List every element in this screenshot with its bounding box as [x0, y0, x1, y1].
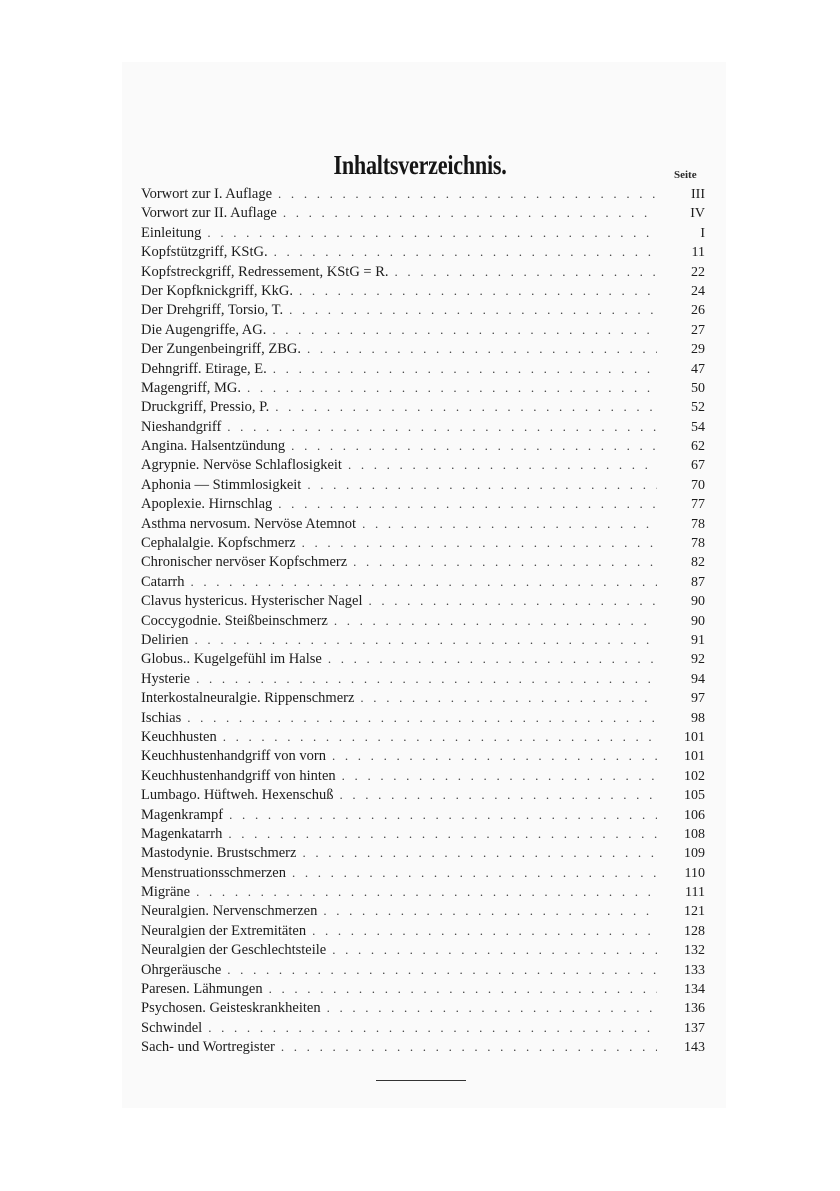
entry-title: Kopfstreckgriff, Redressement, KStG = R. — [141, 263, 389, 280]
dot-leader — [332, 746, 657, 765]
closing-rule — [376, 1080, 466, 1081]
dot-leader — [272, 320, 657, 339]
toc-entry — [141, 300, 705, 319]
dot-leader — [353, 552, 657, 571]
dot-leader — [332, 940, 657, 959]
entry-page-number: 54 — [691, 419, 705, 435]
toc-entry — [141, 669, 705, 688]
entry-page-number: 77 — [691, 497, 705, 513]
toc-entry — [141, 824, 705, 843]
entry-page-number: 106 — [684, 807, 705, 823]
entry-page-number: IV — [690, 206, 705, 222]
toc-entry — [141, 242, 705, 261]
entry-page-number: 29 — [691, 342, 705, 358]
entry-page-number: 92 — [691, 652, 705, 668]
dot-leader — [307, 339, 657, 358]
toc-entry — [141, 882, 705, 901]
entry-title: Chronischer nervöser Kopfschmerz — [141, 554, 348, 571]
entry-page-number: 27 — [691, 322, 705, 338]
dot-leader — [323, 901, 657, 920]
entry-title: Interkostalneuralgie. Rippenschmerz — [141, 690, 355, 707]
entry-title: Vorwort zur II. Auflage — [141, 205, 277, 222]
entry-title: Der Zungenbeingriff, ZBG. — [141, 341, 301, 358]
entry-page-number: 90 — [691, 613, 705, 629]
dot-leader — [289, 300, 657, 319]
entry-page-number: 143 — [684, 1040, 705, 1056]
entry-title: Magenkrampf — [141, 806, 224, 823]
entry-page-number: 97 — [691, 691, 705, 707]
dot-leader — [360, 688, 657, 707]
entry-page-number: III — [691, 187, 705, 202]
toc-entry — [141, 591, 705, 610]
dot-leader — [307, 475, 657, 494]
entry-page-number: 108 — [684, 826, 705, 842]
toc-entry — [141, 805, 705, 824]
dot-leader — [292, 863, 657, 882]
entry-page-number: 78 — [691, 516, 705, 532]
entry-title: Migräne — [141, 884, 191, 901]
toc-entry — [141, 921, 705, 940]
entry-title: Magenkatarrh — [141, 825, 223, 842]
entry-page-number: 87 — [691, 574, 705, 590]
toc-entry — [141, 766, 705, 785]
dot-leader — [368, 591, 657, 610]
toc-entry — [141, 339, 705, 358]
toc-entry — [141, 843, 705, 862]
dot-leader — [395, 262, 657, 281]
entry-page-number: 98 — [691, 710, 705, 726]
entry-title: Mastodynie. Brustschmerz — [141, 845, 297, 862]
entry-title: Menstruationsschmerzen — [141, 864, 286, 881]
entry-page-number: 137 — [684, 1020, 705, 1036]
entry-title: Keuchhustenhandgriff von vorn — [141, 748, 326, 765]
entry-title: Kopfstützgriff, KStG. — [141, 244, 268, 261]
toc-entry — [141, 979, 705, 998]
entry-page-number: 91 — [691, 632, 705, 648]
entry-page-number: 102 — [684, 768, 705, 784]
toc-entry — [141, 320, 705, 339]
toc-entry — [141, 1037, 705, 1056]
dot-leader — [328, 649, 657, 668]
entry-page-number: 67 — [691, 458, 705, 474]
dot-leader — [342, 766, 657, 785]
entry-page-number: 101 — [684, 749, 705, 765]
toc-entry — [141, 960, 705, 979]
entry-page-number: 136 — [684, 1001, 705, 1017]
toc-entry — [141, 378, 705, 397]
toc-entry — [141, 223, 705, 242]
toc-entry — [141, 397, 705, 416]
dot-leader — [229, 805, 657, 824]
dot-leader — [281, 1037, 657, 1056]
dot-leader — [223, 727, 657, 746]
entry-title: Apoplexie. Hirnschlag — [141, 496, 273, 513]
dot-leader — [227, 417, 657, 436]
entry-title: Ohrgeräusche — [141, 961, 222, 978]
entry-page-number: 105 — [684, 788, 705, 804]
entry-page-number: 94 — [691, 671, 705, 687]
toc-entry — [141, 940, 705, 959]
entry-page-number: 134 — [684, 982, 705, 998]
entry-page-number: 133 — [684, 962, 705, 978]
toc-entry — [141, 184, 705, 203]
entry-title: Cephalalgie. Kopfschmerz — [141, 535, 296, 552]
toc-entry — [141, 630, 705, 649]
dot-leader — [302, 533, 657, 552]
toc-entry — [141, 514, 705, 533]
entry-page-number: 90 — [691, 594, 705, 610]
entry-page-number: 70 — [691, 477, 705, 493]
toc-entry — [141, 359, 705, 378]
entry-page-number: 26 — [691, 303, 705, 319]
toc-entry — [141, 785, 705, 804]
dot-leader — [273, 359, 657, 378]
entry-title: Neuralgien. Nervenschmerzen — [141, 903, 318, 920]
entry-page-number: 52 — [691, 400, 705, 416]
dot-leader — [362, 514, 657, 533]
entry-title: Coccygodnie. Steißbeinschmerz — [141, 612, 328, 629]
entry-title: Sach- und Wortregister — [141, 1039, 275, 1056]
dot-leader — [274, 242, 657, 261]
entry-title: Der Kopfknickgriff, KkG. — [141, 282, 293, 299]
toc-entry — [141, 262, 705, 281]
dot-leader — [348, 455, 657, 474]
dot-leader — [208, 1018, 657, 1037]
entry-title: Agrypnie. Nervöse Schlaflosigkeit — [141, 457, 342, 474]
entry-page-number: 11 — [691, 245, 705, 261]
entry-title: Lumbago. Hüftweh. Hexenschuß — [141, 787, 334, 804]
dot-leader — [302, 843, 657, 862]
entry-title: Aphonia — Stimmlosigkeit — [141, 476, 302, 493]
page-column-header: Seite — [674, 169, 697, 181]
dot-leader — [312, 921, 657, 940]
dot-leader — [339, 785, 657, 804]
entry-page-number: 111 — [685, 885, 705, 901]
toc-entry — [141, 455, 705, 474]
entry-page-number: 22 — [691, 264, 705, 280]
entry-title: Globus.. Kugelgefühl im Halse — [141, 651, 322, 668]
entry-page-number: 121 — [684, 904, 705, 920]
dot-leader — [278, 184, 657, 203]
dot-leader — [190, 572, 657, 591]
dot-leader — [207, 223, 657, 242]
dot-leader — [291, 436, 657, 455]
toc-entry — [141, 649, 705, 668]
toc-entry — [141, 281, 705, 300]
entry-title: Nieshandgriff — [141, 418, 222, 435]
entry-title: Keuchhusten — [141, 728, 217, 745]
toc-entry — [141, 746, 705, 765]
entry-title: Einleitung — [141, 224, 202, 241]
entry-title: Paresen. Lähmungen — [141, 981, 263, 998]
toc-entry — [141, 552, 705, 571]
dot-leader — [196, 882, 657, 901]
dot-leader — [195, 630, 657, 649]
dot-leader — [247, 378, 657, 397]
entry-page-number: 62 — [691, 439, 705, 455]
table-of-contents — [141, 184, 705, 1057]
dot-leader — [227, 960, 657, 979]
entry-title: Hysterie — [141, 670, 191, 687]
entry-page-number: 128 — [684, 923, 705, 939]
entry-page-number: 109 — [684, 846, 705, 862]
entry-title: Die Augengriffe, AG. — [141, 321, 267, 338]
entry-page-number: 82 — [691, 555, 705, 571]
entry-title: Psychosen. Geisteskrankheiten — [141, 1000, 321, 1017]
entry-title: Catarrh — [141, 573, 185, 590]
toc-entry — [141, 727, 705, 746]
toc-entry — [141, 611, 705, 630]
toc-entry — [141, 417, 705, 436]
entry-title: Vorwort zur I. Auflage — [141, 186, 273, 202]
entry-page-number: 110 — [684, 865, 705, 881]
entry-title: Delirien — [141, 631, 189, 648]
entry-title: Angina. Halsentzündung — [141, 438, 286, 455]
toc-entry — [141, 436, 705, 455]
toc-entry — [141, 494, 705, 513]
entry-page-number: 24 — [691, 283, 705, 299]
entry-page-number: 47 — [691, 361, 705, 377]
entry-title: Druckgriff, Pressio, P. — [141, 399, 270, 416]
dot-leader — [283, 203, 657, 222]
entry-title: Der Drehgriff, Torsio, T. — [141, 302, 284, 319]
dot-leader — [275, 397, 657, 416]
dot-leader — [278, 494, 657, 513]
dot-leader — [228, 824, 657, 843]
toc-entry — [141, 688, 705, 707]
toc-entry — [141, 901, 705, 920]
dot-leader — [269, 979, 657, 998]
toc-entry — [141, 998, 705, 1017]
toc-entry — [141, 863, 705, 882]
toc-entry — [141, 533, 705, 552]
dot-leader — [196, 669, 657, 688]
entry-title: Asthma nervosum. Nervöse Atemnot — [141, 515, 357, 532]
entry-title: Schwindel — [141, 1019, 203, 1036]
toc-entry — [141, 475, 705, 494]
entry-title: Neuralgien der Extremitäten — [141, 922, 307, 939]
toc-entry — [141, 572, 705, 591]
entry-page-number: I — [700, 225, 705, 241]
entry-title: Dehngriff. Etirage, E. — [141, 360, 267, 377]
toc-entry — [141, 708, 705, 727]
dot-leader — [187, 708, 657, 727]
page-title: Inhaltsverzeichnis. — [333, 150, 507, 181]
dot-leader — [299, 281, 657, 300]
entry-title: Ischias — [141, 709, 182, 726]
entry-title: Neuralgien der Geschlechtsteile — [141, 942, 327, 959]
entry-page-number: 78 — [691, 536, 705, 552]
dot-leader — [334, 611, 657, 630]
entry-page-number: 132 — [684, 943, 705, 959]
entry-title: Clavus hystericus. Hysterischer Nagel — [141, 593, 363, 610]
toc-entry — [141, 203, 705, 222]
entry-page-number: 101 — [684, 729, 705, 745]
dot-leader — [327, 998, 657, 1017]
entry-title: Magengriff, MG. — [141, 379, 242, 396]
entry-page-number: 50 — [691, 380, 705, 396]
toc-entry — [141, 1018, 705, 1037]
entry-title: Keuchhustenhandgriff von hinten — [141, 767, 336, 784]
